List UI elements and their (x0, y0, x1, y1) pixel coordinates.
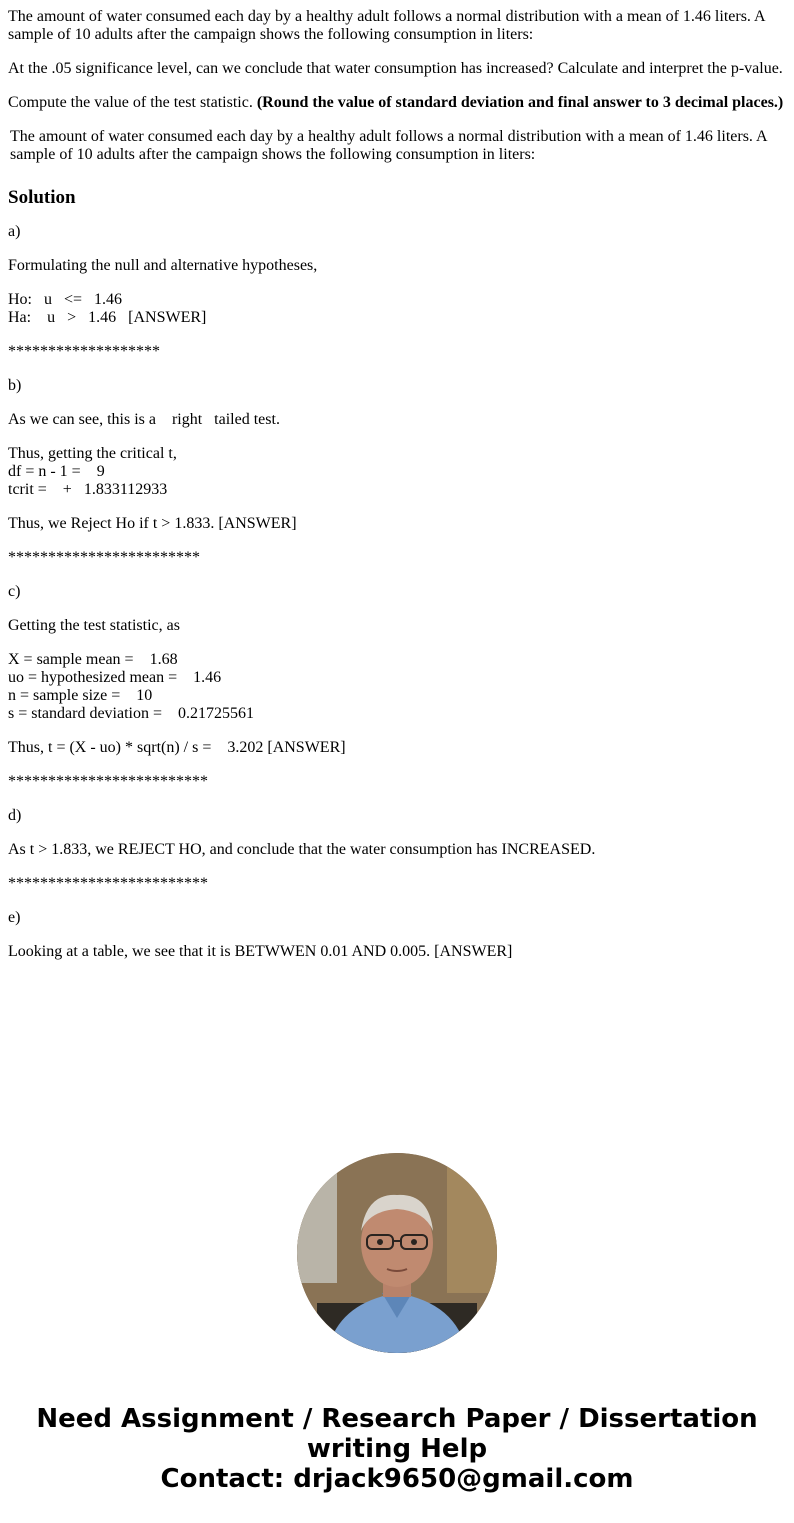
solution-line: n = sample size = 10 (8, 687, 153, 704)
question-compute-text: Compute the value of the test statistic. (8, 94, 257, 111)
solution-line: Formulating the null and alternative hypotheses, (8, 257, 318, 274)
solution-line: ******************* (8, 343, 160, 360)
solution-line: Getting the test statistic, as (8, 617, 180, 634)
solution-line: Thus, getting the critical t, (8, 445, 177, 462)
solution-spacer (8, 791, 786, 807)
solution-line: ************************ (8, 549, 200, 566)
solution-spacer (8, 567, 786, 583)
solution-line: ************************* (8, 875, 208, 892)
solution-spacer (8, 499, 786, 515)
solution-line: e) (8, 909, 21, 926)
solution-spacer (8, 825, 786, 841)
solution-line: Thus, t = (X - uo) * sqrt(n) / s = 3.202 [ANSWER] (8, 739, 346, 756)
solution-spacer (8, 757, 786, 773)
solution-line: ************************* (8, 773, 208, 790)
solution-spacer (8, 327, 786, 343)
author-avatar (297, 1153, 497, 1353)
solution-spacer (8, 533, 786, 549)
solution-spacer (8, 723, 786, 739)
solution-line: b) (8, 377, 22, 394)
question-compute (8, 94, 786, 112)
question-significance: At the .05 significance level, can we conclude that water consumption has increased? Calculate and interpret the p-value. (8, 60, 783, 77)
promo-line-1: Need Assignment / Research Paper / Dissertation (36, 1404, 758, 1434)
solution-line: Ha: u > 1.46 [ANSWER] (8, 309, 207, 326)
solution-spacer (8, 361, 786, 377)
person-photo-icon (297, 1153, 497, 1353)
solution-spacer (8, 859, 786, 875)
solution-body (8, 223, 786, 961)
solution-line: s = standard deviation = 0.21725561 (8, 705, 255, 722)
solution-line: uo = hypothesized mean = 1.46 (8, 669, 222, 686)
solution-spacer (8, 395, 786, 411)
solution-line: As t > 1.833, we REJECT HO, and conclude that the water consumption has INCREASED. (8, 841, 596, 858)
solution-spacer (8, 429, 786, 445)
solution-line: tcrit = + 1.833112933 (8, 481, 168, 498)
solution-spacer (8, 241, 786, 257)
solution-line: Thus, we Reject Ho if t > 1.833. [ANSWER] (8, 515, 297, 532)
promo-line-2: writing Help (306, 1434, 488, 1464)
question-repeat: The amount of water consumed each day by a healthy adult follows a normal distribution with a mean of 1.46 liters. A sample of 10 adults after the campaign shows the following consumption in liters: (10, 128, 767, 163)
solution-line: Ho: u <= 1.46 (8, 291, 123, 308)
solution-line: X = sample mean = 1.68 (8, 651, 178, 668)
solution-spacer (8, 601, 786, 617)
promo-banner (0, 1404, 794, 1494)
solution-spacer (8, 893, 786, 909)
promo-contact: Contact: drjack9650@gmail.com (160, 1464, 634, 1494)
question-intro: The amount of water consumed each day by a healthy adult follows a normal distribution with a mean of 1.46 liters. A sample of 10 adults after the campaign shows the following consumption in liters: (8, 8, 765, 43)
document-body (8, 8, 786, 961)
solution-line: Looking at a table, we see that it is BETWWEN 0.01 AND 0.005. [ANSWER] (8, 943, 513, 960)
solution-line: c) (8, 583, 21, 600)
solution-line: d) (8, 807, 22, 824)
solution-spacer (8, 635, 786, 651)
solution-spacer (8, 275, 786, 291)
solution-spacer (8, 927, 786, 943)
solution-heading: Solution (8, 187, 76, 208)
solution-line: a) (8, 223, 21, 240)
solution-line: df = n - 1 = 9 (8, 463, 105, 480)
solution-line: As we can see, this is a right tailed test. (8, 411, 280, 428)
question-compute-note: (Round the value of standard deviation and final answer to 3 decimal places.) (256, 94, 784, 111)
